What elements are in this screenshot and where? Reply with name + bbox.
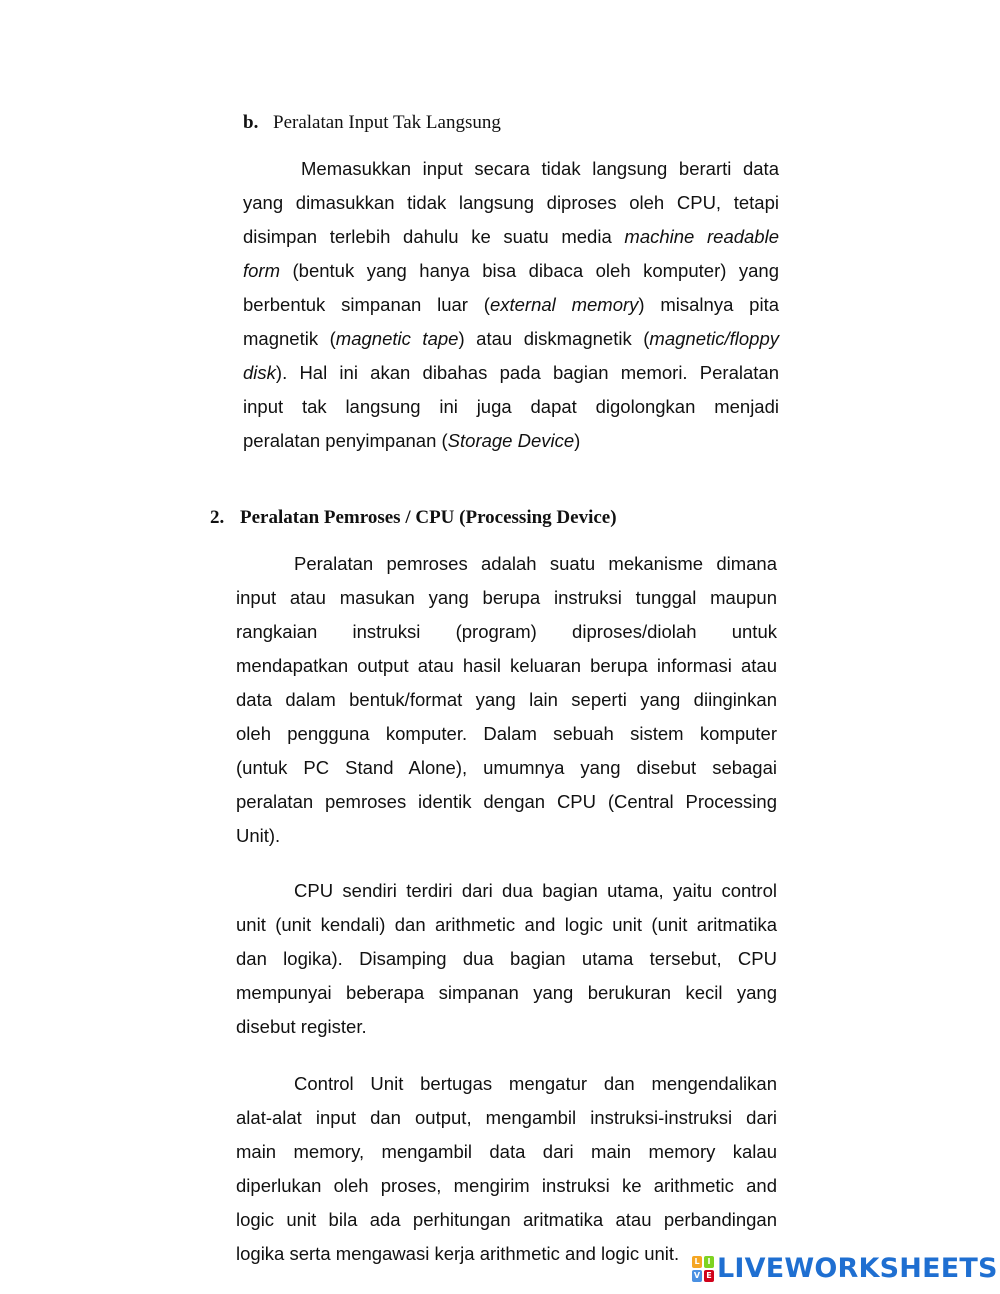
- paragraph-line: data dalam bentuk/format yang lain seperti yang diinginkan: [236, 689, 777, 710]
- paragraph-line: mendapatkan output atau hasil keluaran berupa informasi atau: [236, 655, 777, 676]
- paragraph-line: input tak langsung ini juga dapat digolongkan menjadi: [243, 396, 779, 417]
- paragraph-line: main memory, mengambil data dari main memory kalau: [236, 1141, 777, 1162]
- logo-text: LIVEWORKSHEETS: [717, 1253, 998, 1284]
- paragraph-line: mempunyai beberapa simpanan yang berukuran kecil yang: [236, 982, 777, 1003]
- sub-heading-title: Peralatan Input Tak Langsung: [273, 112, 501, 133]
- italic-term: magnetic/floppy: [649, 328, 779, 349]
- paragraph-control-unit: [236, 1067, 777, 1271]
- italic-term: external memory: [489, 294, 639, 315]
- logo-letter-e: E: [704, 1270, 714, 1282]
- paragraph-text: ) misalnya pita: [638, 294, 779, 315]
- paragraph-text: (bentuk yang hanya bisa dibaca oleh komputer) yang: [280, 260, 779, 281]
- paragraph-line: [243, 322, 779, 356]
- paragraph-line: yang dimasukkan tidak langsung diproses oleh CPU, tetapi: [243, 192, 779, 213]
- paragraph-text: ). Hal ini akan dibahas pada bagian memori. Peralatan: [275, 362, 779, 383]
- paragraph-line: alat-alat input dan output, mengambil instruksi-instruksi dari: [236, 1107, 777, 1128]
- paragraph-text: berbentuk simpanan luar (: [243, 294, 490, 315]
- italic-term: Storage Device: [447, 430, 575, 451]
- section-heading: [210, 506, 617, 530]
- sub-heading-marker: b.: [243, 112, 259, 133]
- italic-term: disk: [243, 362, 276, 383]
- paragraph-line: unit (unit kendali) dan arithmetic and logic unit (unit aritmatika: [236, 914, 777, 935]
- paragraph-line: peralatan pemroses identik dengan CPU (Central Processing: [236, 791, 777, 812]
- section-title: Peralatan Pemroses / CPU (Processing Device): [240, 507, 617, 528]
- paragraph-indirect-input: [243, 152, 779, 458]
- paragraph-line: diperlukan oleh proses, mengirim instruksi ke arithmetic and: [236, 1175, 777, 1196]
- paragraph-line: Unit).: [236, 825, 281, 846]
- paragraph-text: ): [574, 430, 581, 451]
- logo-letter-v: V: [693, 1271, 701, 1280]
- paragraph-line: Peralatan pemroses adalah suatu mekanisme dimana: [294, 553, 777, 574]
- paragraph-processing-device: [236, 547, 777, 853]
- section-number: 2.: [210, 507, 225, 528]
- paragraph-line: (untuk PC Stand Alone), umumnya yang disebut sebagai: [236, 757, 777, 778]
- paragraph-line: [243, 288, 779, 322]
- italic-term: machine readable: [624, 226, 779, 247]
- paragraph-line: dan logika). Disamping dua bagian utama tersebut, CPU: [236, 948, 777, 969]
- sub-heading: [243, 111, 501, 135]
- paragraph-line: CPU sendiri terdiri dari dua bagian utama, yaitu control: [294, 880, 777, 901]
- paragraph-text: peralatan penyimpanan (: [243, 430, 448, 451]
- italic-term: magnetic tape: [335, 328, 459, 349]
- paragraph-line: [243, 254, 779, 288]
- paragraph-line: Memasukkan input secara tidak langsung berarti data: [301, 158, 779, 179]
- paragraph-cpu-parts: [236, 874, 777, 1044]
- logo-letter-l: L: [692, 1256, 702, 1268]
- paragraph-text: ) atau diskmagnetik (: [458, 328, 650, 349]
- paragraph-line: disebut register.: [236, 1016, 367, 1037]
- italic-term: form: [243, 260, 280, 281]
- paragraph-line: [243, 356, 779, 390]
- paragraph-line: logic unit bila ada perhitungan aritmatika atau perbandingan: [236, 1209, 777, 1230]
- paragraph-line: [243, 220, 779, 254]
- paragraph-line: logika serta mengawasi kerja arithmetic and logic unit.: [236, 1243, 680, 1264]
- paragraph-line: input atau masukan yang berupa instruksi tunggal maupun: [236, 587, 777, 608]
- paragraph-line: Control Unit bertugas mengatur dan mengendalikan: [294, 1073, 777, 1094]
- paragraph-text: magnetik (: [243, 328, 336, 349]
- logo-mark-icon: [692, 1256, 714, 1282]
- paragraph-text: disimpan terlebih dahulu ke suatu media: [243, 226, 625, 247]
- liveworksheets-logo: [692, 1254, 998, 1284]
- logo-letter-i: I: [704, 1256, 714, 1268]
- paragraph-line: rangkaian instruksi (program) diproses/diolah untuk: [236, 621, 777, 642]
- paragraph-line: [243, 424, 779, 458]
- paragraph-line: oleh pengguna komputer. Dalam sebuah sistem komputer: [236, 723, 777, 744]
